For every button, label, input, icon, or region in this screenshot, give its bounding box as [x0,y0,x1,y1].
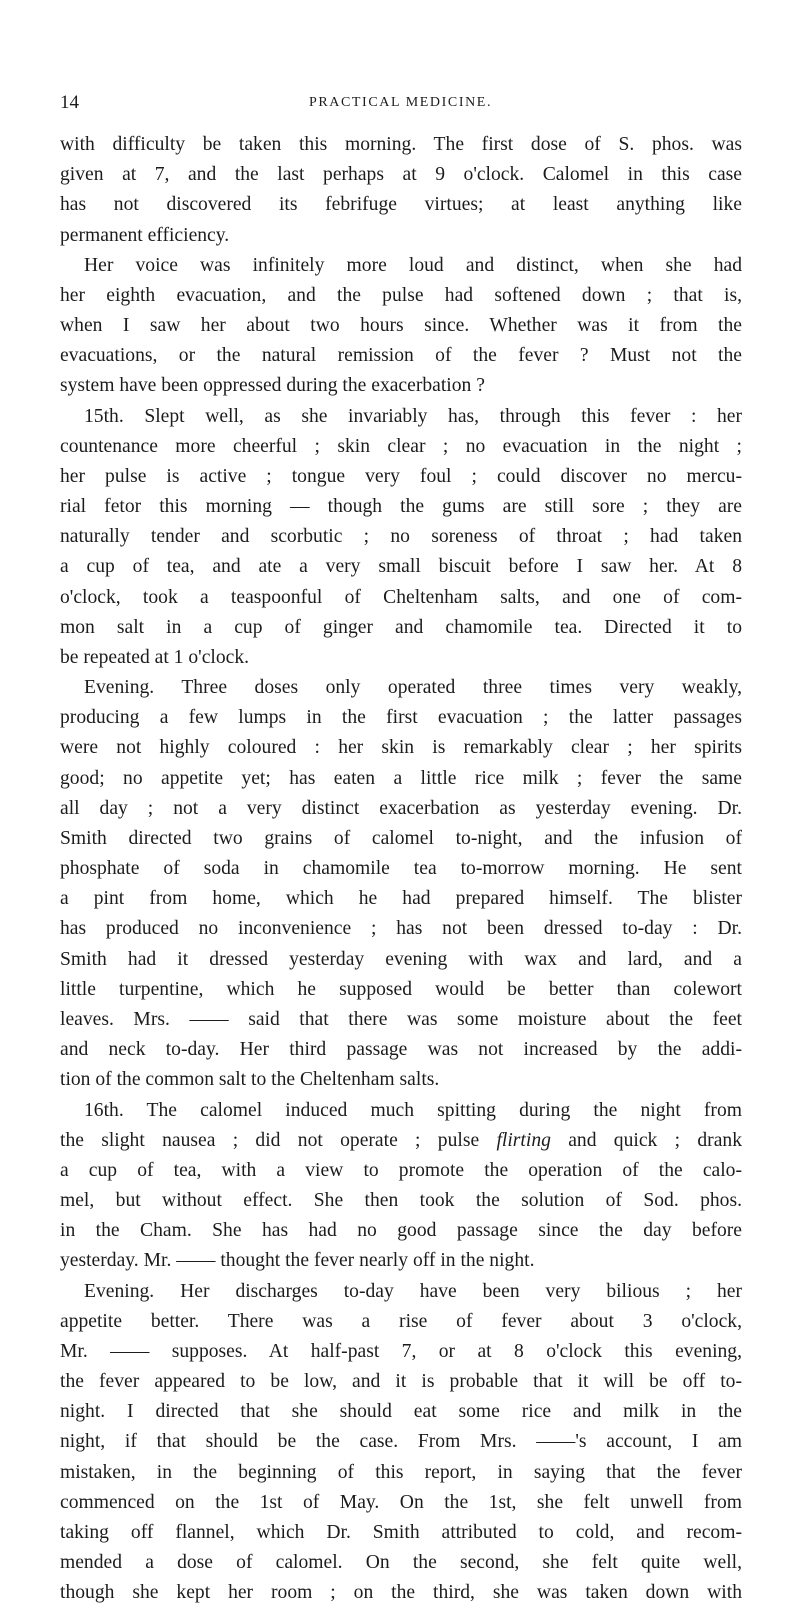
text-line: producing a few lumps in the first evacuation ; the latter passages [60,707,742,729]
text-line: has not discovered its febrifuge virtues; at least anything like [60,194,742,216]
text-line: taking off flannel, which Dr. Smith attributed to cold, and recom- [60,1521,742,1543]
page-number: 14 [60,92,79,113]
text-line: 16th. The calomel induced much spitting during the night from [84,1099,742,1121]
text-line: when I saw her about two hours since. Whether was it from the [60,315,742,337]
text-line: were not highly coloured : her skin is remarkably clear ; her spirits [60,737,742,759]
body-text [60,130,742,1608]
text-line: her pulse is active ; tongue very foul ; could discover no mercu- [60,465,742,487]
text-line: appetite better. There was a rise of fever about 3 o'clock, [60,1310,742,1332]
text-line: mon salt in a cup of ginger and chamomile tea. Directed it to [60,616,742,638]
page-header [0,92,801,116]
text-line: a pint from home, which he had prepared himself. The blister [60,888,742,910]
text-line: good; no appetite yet; has eaten a little rice milk ; fever the same [60,767,742,789]
text-line: mistaken, in the beginning of this report, in saying that the fever [60,1461,742,1483]
text-line: Her voice was infinitely more loud and distinct, when she had [84,254,742,276]
text-line: system have been oppressed during the exacerbation ? [60,375,485,397]
text-line: a cup of tea, and ate a very small biscuit before I saw her. At 8 [60,556,742,578]
text-line: Evening. Her discharges to-day have been very bilious ; her [84,1280,742,1302]
text-line: though she kept her room ; on the third, she was taken down with [60,1582,742,1604]
text-line: Evening. Three doses only operated three times very weakly, [84,677,742,699]
text-line: Smith had it dressed yesterday evening with wax and lard, and a [60,948,742,970]
text-line: in the Cham. She has had no good passage since the day before [60,1220,742,1242]
text-line: tion of the common salt to the Cheltenham salts. [60,1069,440,1091]
text-line: commenced on the 1st of May. On the 1st, she felt unwell from [60,1491,742,1513]
text-line: all day ; not a very distinct exacerbation as yesterday evening. Dr. [60,797,742,819]
text-line: evacuations, or the natural remission of the fever ? Must not the [60,345,742,367]
text-line: with difficulty be taken this morning. The first dose of S. phos. was [60,134,742,155]
text-line: Mr. —— supposes. At half-past 7, or at 8 o'clock this evening, [60,1340,742,1362]
text-line: mel, but without effect. She then took the solution of Sod. phos. [60,1190,742,1212]
text-line: her eighth evacuation, and the pulse had softened down ; that is, [60,284,742,306]
text-line: little turpentine, which he supposed would be better than colewort [60,978,742,1000]
text-line: permanent efficiency. [60,224,230,246]
text-line: o'clock, took a teaspoonful of Cheltenham salts, and one of com- [60,586,742,608]
running-head: PRACTICAL MEDICINE. [308,95,493,110]
text-line: naturally tender and scorbutic ; no soreness of throat ; had taken [60,526,742,548]
text-line: be repeated at 1 o'clock. [60,646,250,668]
text-line: leaves. Mrs. —— said that there was some moisture about the feet [60,1008,742,1030]
text-line: and neck to-day. Her third passage was not increased by the addi- [60,1039,742,1061]
text-line: has produced no inconvenience ; has not been dressed to-day : Dr. [60,918,742,940]
text-line: given at 7, and the last perhaps at 9 o'clock. Calomel in this case [60,164,742,186]
text-line: rial fetor this morning — though the gums are still sore ; they are [60,496,742,518]
text-line: night. I directed that she should eat some rice and milk in the [60,1401,742,1423]
text-line: a cup of tea, with a view to promote the operation of the calo- [60,1159,742,1181]
text-line: night, if that should be the case. From Mrs. ——'s account, I am [60,1431,742,1453]
text-line: the slight nausea ; did not operate ; pulse flirting and quick ; drank [60,1129,742,1151]
text-line: the fever appeared to be low, and it is probable that it will be off to- [60,1371,742,1393]
text-line: phosphate of soda in chamomile tea to-morrow morning. He sent [60,858,742,880]
text-line: countenance more cheerful ; skin clear ; no evacuation in the night ; [60,435,742,457]
text-line: yesterday. Mr. —— thought the fever nearly off in the night. [60,1250,535,1272]
text-line: 15th. Slept well, as she invariably has, through this fever : her [84,405,742,427]
text-line: mended a dose of calomel. On the second, she felt quite well, [60,1552,742,1574]
text-line: Smith directed two grains of calomel to-night, and the infusion of [60,827,742,849]
